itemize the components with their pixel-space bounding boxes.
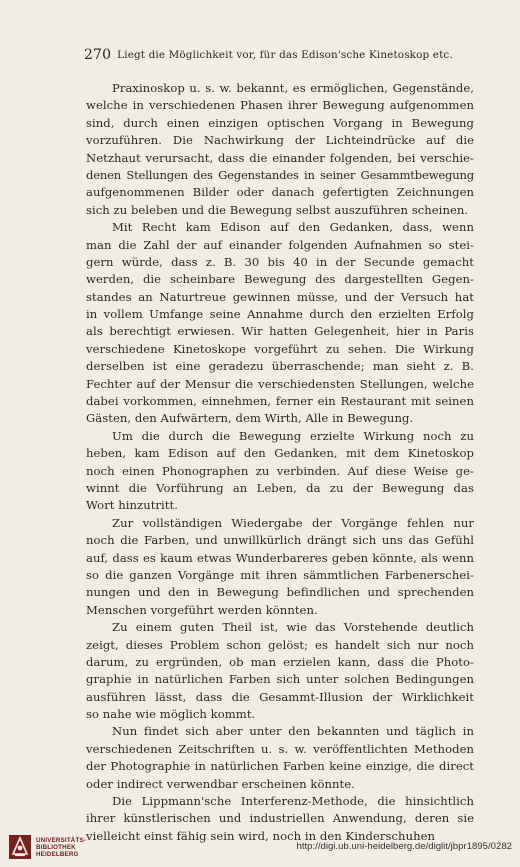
logo-line: UNIVERSITÄTS- <box>36 837 87 844</box>
paragraph <box>86 80 474 219</box>
running-head <box>84 47 484 63</box>
text-line: oder indirect verwendbar erscheinen könnte. <box>86 776 355 791</box>
text-line: heben, kam Edison auf den Gedanken, mit dem Kinetoskop <box>86 446 474 461</box>
text-line: man die Zahl der auf einander folgenden Aufnahmen so stei- <box>86 237 474 252</box>
text-line: auf, dass es kaum etwas Wunderbareres geben könnte, als wenn <box>86 550 474 565</box>
paragraph <box>86 619 474 723</box>
text-line: derselben ist eine geradezu überraschende; man sieht z. B. <box>86 359 474 374</box>
footer <box>0 826 520 867</box>
text-line: sind, durch einen einzigen optischen Vorgang in Bewegung <box>86 115 474 130</box>
text-line: Wort hinzutritt. <box>86 498 178 513</box>
text-line: winnt die Vorführung an Leben, da zu der Bewegung das <box>86 480 474 495</box>
paragraph <box>86 723 474 793</box>
logo-line: BIBLIOTHEK <box>36 844 76 851</box>
text-line: noch einen Phonographen zu verbinden. Auf diese Weise ge- <box>86 463 474 478</box>
text-line: Menschen vorgeführt werden könnten. <box>86 602 318 617</box>
running-title: Liegt die Möglichkeit vor, für das Edison'sche Kinetoskop etc. <box>117 49 453 61</box>
text-line: Um die durch die Bewegung erzielte Wirkung noch zu <box>112 428 474 443</box>
text-line: nungen und den in Bewegung befindlichen und sprechenden <box>86 585 474 600</box>
logo-line: HEIDELBERG <box>36 851 79 858</box>
text-line: vorzuführen. Die Nachwirkung der Lichteindrücke auf die <box>86 133 474 148</box>
text-line: noch die Farben, und unwillkürlich drängt sich uns das Gefühl <box>86 533 474 548</box>
text-line: so die ganzen Vorgänge mit ihren sämmtlichen Farbenerschei- <box>86 567 474 582</box>
text-line: Praxinoskop u. s. w. bekannt, es ermöglichen, Gegenstände, <box>112 81 474 95</box>
text-line: graphie in natürlichen Farben sich unter solchen Bedingungen <box>86 672 474 687</box>
text-line: standes an Naturtreue gewinnen müsse, und der Versuch hat <box>86 289 474 304</box>
text-line: Mit Recht kam Edison auf den Gedanken, dass, wenn <box>112 220 474 235</box>
university-seal-icon <box>8 834 32 860</box>
text-line: zeigt, dieses Problem schon gelöst; es handelt sich nur noch <box>86 637 474 652</box>
text-line: dabei vorkommen, einnehmen, ferner ein Restaurant mit seinen <box>86 394 474 409</box>
text-line: welche in verschiedenen Phasen ihrer Bewegung aufgenommen <box>86 98 474 113</box>
text-line: in vollem Umfange seine Annahme durch den erzielten Erfolg <box>86 307 474 322</box>
text-line: verschiedene Kinetoskope vorgeführt zu sehen. Die Wirkung <box>86 341 474 356</box>
text-line: so nahe wie möglich kommt. <box>86 707 256 722</box>
text-line: sich zu beleben und die Bewegung selbst auszuführen scheinen. <box>86 202 469 217</box>
text-line: Nun findet sich aber unter den bekannten und täglich in <box>112 724 474 739</box>
text-line: gern würde, dass z. B. 30 bis 40 in der Secunde gemacht <box>86 254 474 269</box>
text-line: denen Stellungen des Gegenstandes in seiner Gesammtbewegung <box>86 167 474 182</box>
body-text <box>86 80 474 845</box>
text-line: Die Lippmann'sche Interferenz-Methode, die hinsichtlich <box>112 794 474 809</box>
text-line: ausführen lässt, dass die Gesammt-Illusion der Wirklichkeit <box>86 689 474 704</box>
text-line: der Photographie in natürlichen Farben keine einzige, die direct <box>86 759 474 774</box>
paragraph <box>86 515 474 619</box>
text-line: darum, zu ergründen, ob man erzielen kann, dass die Photo- <box>86 654 474 669</box>
paragraph <box>86 428 474 515</box>
paragraph <box>86 219 474 428</box>
library-logo-text <box>36 837 86 858</box>
text-line: werden, die scheinbare Bewegung des dargestellten Gegen- <box>86 272 474 287</box>
source-link[interactable]: http://digi.ub.uni-heidelberg.de/diglit/jbpr1895/0282 <box>296 841 512 852</box>
text-line: verschiedenen Zeitschriften u. s. w. veröffentlichten Methoden <box>86 741 474 756</box>
text-line: vielleicht einst fähig sein wird, noch in den Kinderschuhen <box>86 828 436 843</box>
text-line: ihrer künstlerischen und industriellen Anwendung, deren sie <box>86 811 474 826</box>
text-line: als berechtigt erwiesen. Wir hatten Gelegenheit, hier in Paris <box>86 324 474 339</box>
text-line: Netzhaut verursacht, dass die einander folgenden, bei verschie- <box>86 150 474 165</box>
text-line: aufgenommenen Bilder oder danach gefertigten Zeichnungen <box>86 185 474 200</box>
page-number: 270 <box>84 47 112 63</box>
text-line: Gästen, den Aufwärtern, dem Wirth, Alle in Bewegung. <box>86 411 414 426</box>
text-line: Zu einem guten Theil ist, wie das Vorstehende deutlich <box>112 620 474 635</box>
text-line: Fechter auf der Mensur die verschiedensten Stellungen, welche <box>86 376 474 391</box>
text-line: Zur vollständigen Wiedergabe der Vorgänge fehlen nur <box>112 515 474 530</box>
